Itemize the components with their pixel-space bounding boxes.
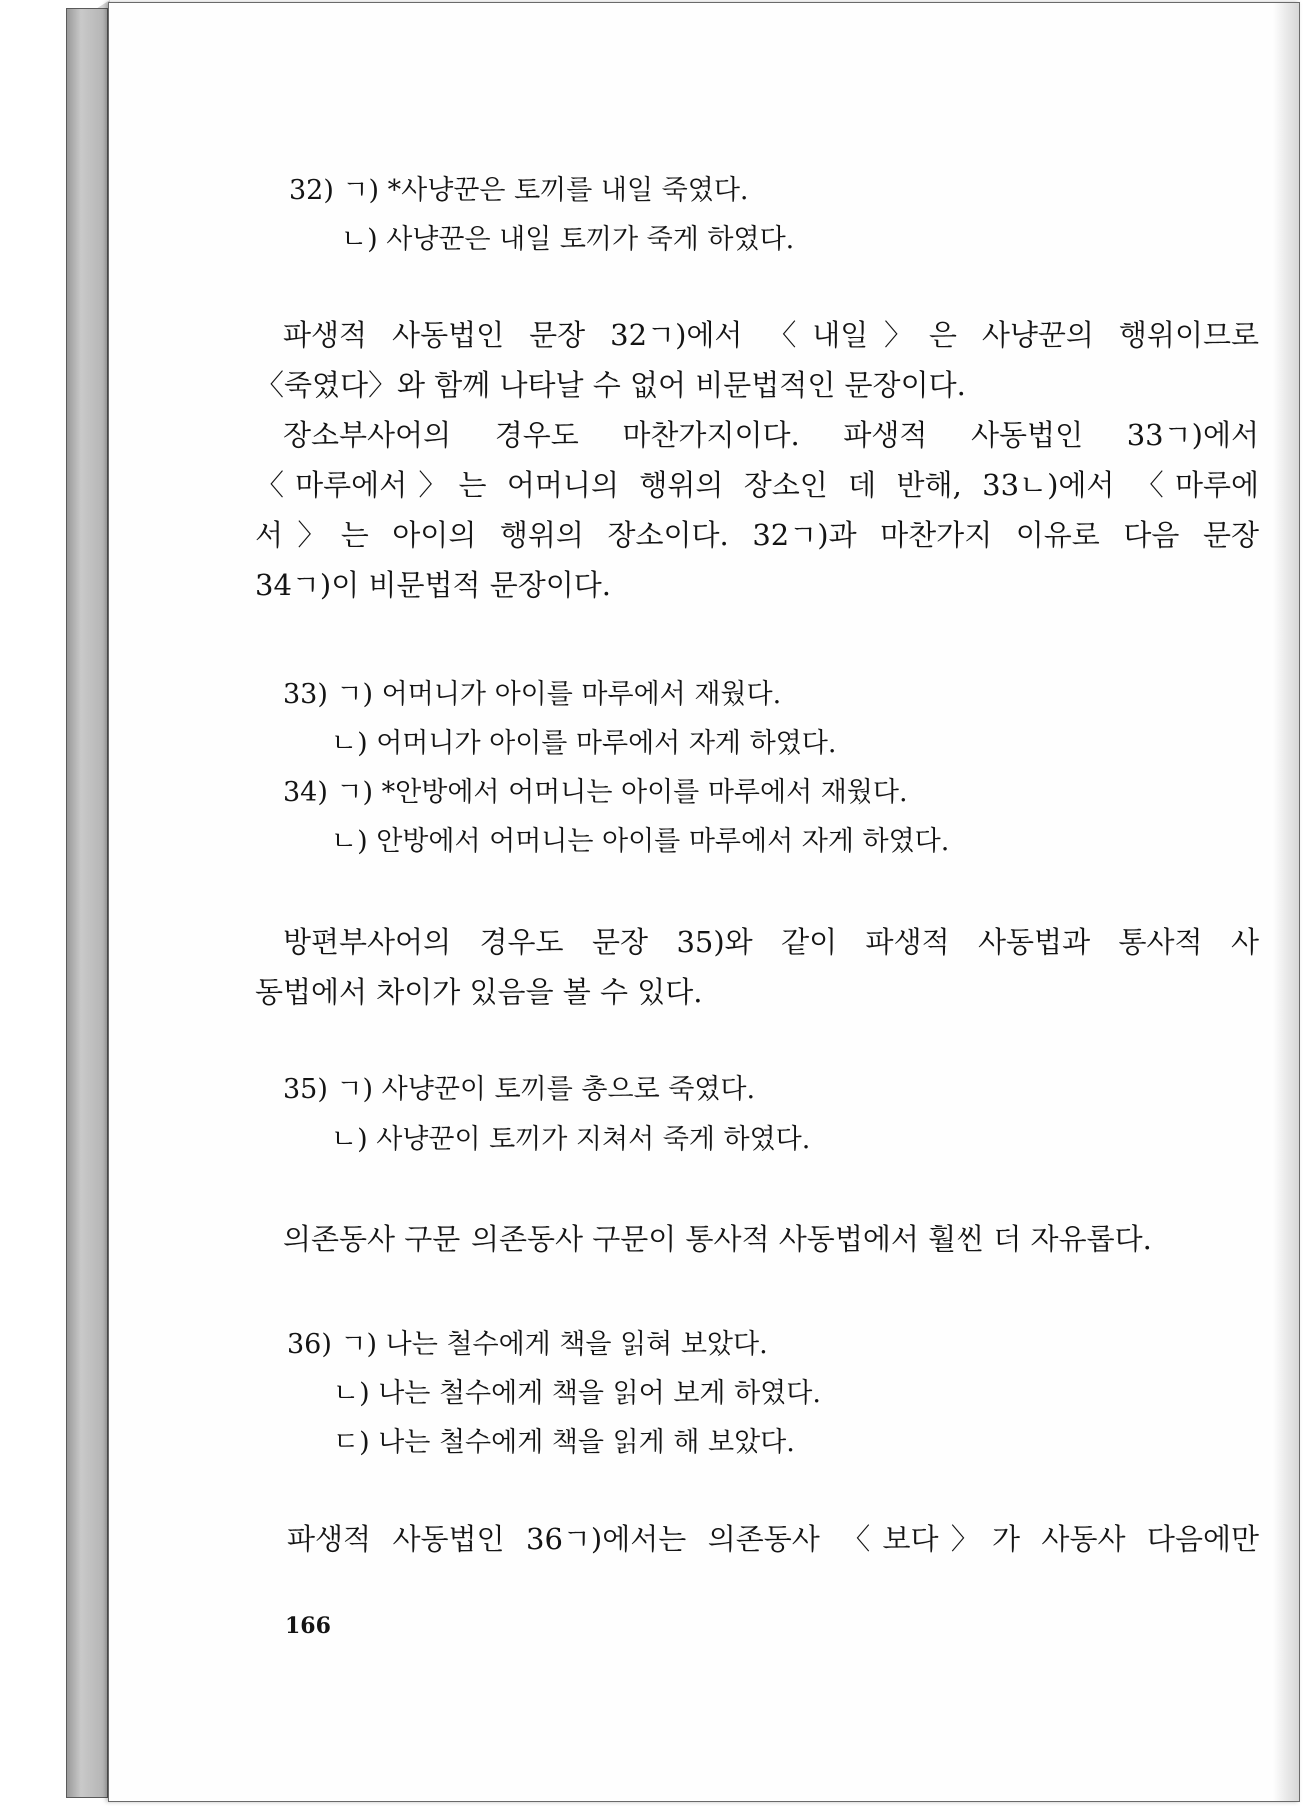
- paragraph-2-line-1: 장소부사어의 경우도 마찬가지이다. 파생적 사동법인 33ㄱ)에서: [283, 418, 1259, 452]
- paragraph-3-line-1: 방편부사어의 경우도 문장 35)와 같이 파생적 사동법과 통사적 사: [283, 925, 1259, 959]
- page-number: 166: [285, 1613, 331, 1639]
- book-page: [108, 2, 1300, 1802]
- book-spine: [66, 8, 108, 1798]
- paragraph-1-line-2: 〈죽였다〉와 함께 나타날 수 없어 비문법적인 문장이다.: [255, 368, 966, 402]
- example-34a: 34) ㄱ) *안방에서 어머니는 아이를 마루에서 재웠다.: [283, 777, 908, 808]
- example-36a: 36) ㄱ) 나는 철수에게 책을 읽혀 보았다.: [287, 1329, 768, 1360]
- paragraph-2-line-3: 서〉는 아이의 행위의 장소이다. 32ㄱ)과 마찬가지 이유로 다음 문장: [255, 518, 1259, 552]
- section-heading: 의존동사 구문: [283, 1222, 461, 1256]
- paragraph-2-line-4: 34ㄱ)이 비문법적 문장이다.: [255, 568, 612, 602]
- example-35b: ㄴ) 사냥꾼이 토끼가 지쳐서 죽게 하였다.: [331, 1124, 811, 1155]
- example-35a: 35) ㄱ) 사냥꾼이 토끼를 총으로 죽였다.: [283, 1074, 756, 1105]
- example-36b: ㄴ) 나는 철수에게 책을 읽어 보게 하였다.: [333, 1378, 821, 1409]
- example-34b: ㄴ) 안방에서 어머니는 아이를 마루에서 자게 하였다.: [331, 826, 950, 857]
- paragraph-1-line-1: 파생적 사동법인 문장 32ㄱ)에서 〈내일〉은 사냥꾼의 행위이므로: [283, 318, 1259, 352]
- paragraph-3-line-2: 동법에서 차이가 있음을 볼 수 있다.: [255, 975, 703, 1009]
- example-33b: ㄴ) 어머니가 아이를 마루에서 자게 하였다.: [331, 728, 837, 759]
- example-33a: 33) ㄱ) 어머니가 아이를 마루에서 재웠다.: [283, 679, 782, 710]
- section-text: 의존동사 구문이 통사적 사동법에서 훨씬 더 자유롭다.: [471, 1222, 1152, 1256]
- example-32b: ㄴ) 사냥꾼은 내일 토끼가 죽게 하였다.: [341, 224, 795, 255]
- paragraph-2-line-2: 〈마루에서〉는 어머니의 행위의 장소인 데 반해, 33ㄴ)에서 〈마루에: [255, 468, 1259, 502]
- example-36c: ㄷ) 나는 철수에게 책을 읽게 해 보았다.: [333, 1427, 795, 1458]
- paragraph-4-line-1: 파생적 사동법인 36ㄱ)에서는 의존동사 〈보다〉가 사동사 다음에만: [287, 1522, 1259, 1556]
- example-32a: 32) ㄱ) *사냥꾼은 토끼를 내일 죽였다.: [289, 175, 749, 206]
